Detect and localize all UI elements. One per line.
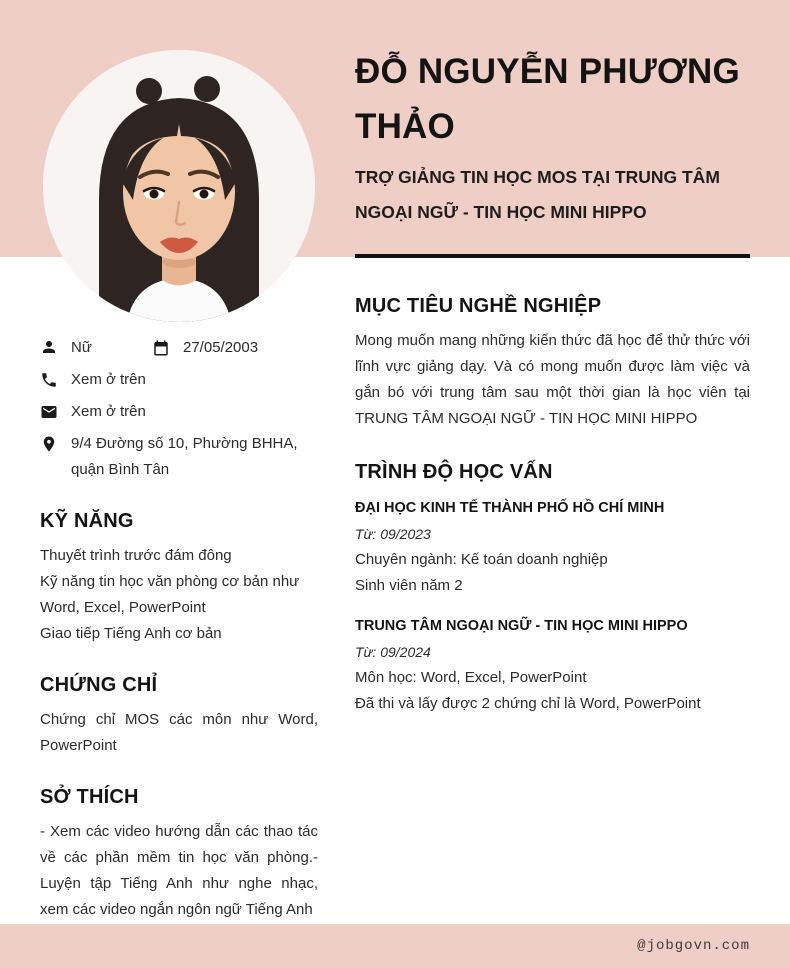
- education-detail: Sinh viên năm 2: [355, 577, 463, 594]
- right-column: [355, 0, 750, 717]
- gender-field: [40, 338, 152, 358]
- address-value: 9/4 Đường số 10, Phường BHHA, quận Bình Tân: [71, 435, 298, 478]
- location-icon: [40, 435, 58, 453]
- education-detail: Đã thi và lấy được 2 chứng chỉ là Word, PowerPoint: [355, 695, 701, 712]
- gender-value: Nữ: [71, 339, 92, 356]
- divider-rule: [355, 254, 750, 258]
- phone-value: Xem ở trên: [71, 371, 146, 388]
- education-entry: [355, 613, 750, 717]
- calendar-icon: [152, 339, 170, 357]
- education-heading: TRÌNH ĐỘ HỌC VẤN: [355, 461, 553, 483]
- education-school: TRUNG TÂM NGOẠI NGỮ - TIN HỌC MINI HIPPO: [355, 618, 688, 634]
- info-row-email: [40, 402, 318, 422]
- info-row-gender-dob: [40, 338, 318, 358]
- skill-item: Thuyết trình trước đám đông: [40, 547, 232, 564]
- education-school: ĐẠI HỌC KINH TẾ THÀNH PHỐ HỒ CHÍ MINH: [355, 500, 665, 516]
- dob-field: [152, 338, 258, 358]
- certificates-text: Chứng chỉ MOS các môn như Word, PowerPoint: [40, 711, 318, 754]
- education-entry: [355, 495, 750, 599]
- hobbies-heading: SỞ THÍCH: [40, 786, 139, 808]
- objective-text: Mong muốn mang những kiến thức đã học để thử thức với lĩnh vực giảng dạy. Và có mong muốn được làm việc và gắn bó với trung tâm sau một thời gian là học viên tại TRUNG TÂM NGOẠI NGỮ - TIN HỌC MINI HIPPO: [355, 332, 750, 427]
- profile-photo: [43, 50, 315, 322]
- job-title: TRỢ GIẢNG TIN HỌC MOS TẠI TRUNG TÂM NGOẠI NGỮ - TIN HỌC MINI HIPPO: [355, 167, 720, 222]
- phone-icon: [40, 371, 58, 389]
- footer-band: [0, 924, 790, 968]
- education-period: Từ: 09/2023: [355, 526, 431, 542]
- left-column: [40, 338, 318, 923]
- dob-value: 27/05/2003: [183, 339, 259, 356]
- portrait-illustration: [43, 50, 315, 322]
- email-icon: [40, 403, 58, 421]
- certificates-heading: CHỨNG CHỈ: [40, 674, 158, 696]
- hobbies-text: - Xem các video hướng dẫn các thao tác về các phần mềm tin học văn phòng.- Luyện tập Tiếng Anh như nghe nhạc, xem các video ngắn ngôn ngữ Tiếng Anh: [40, 823, 318, 918]
- person-name: ĐỖ NGUYỄN PHƯƠNG THẢO: [355, 52, 740, 146]
- email-value: Xem ở trên: [71, 403, 146, 420]
- education-detail: Chuyên ngành: Kế toán doanh nghiệp: [355, 551, 608, 568]
- objective-heading: MỤC TIÊU NGHỀ NGHIỆP: [355, 295, 602, 317]
- skill-item: Kỹ năng tin học văn phòng cơ bản như Word, Excel, PowerPoint: [40, 573, 300, 616]
- education-period: Từ: 09/2024: [355, 644, 431, 660]
- skills-heading: KỸ NĂNG: [40, 510, 134, 532]
- person-icon: [40, 338, 58, 356]
- watermark-text: @jobgovn.com: [637, 938, 750, 954]
- info-row-phone: [40, 370, 318, 390]
- education-detail: Môn học: Word, Excel, PowerPoint: [355, 669, 587, 686]
- info-row-address: [40, 434, 318, 483]
- skill-item: Giao tiếp Tiếng Anh cơ bản: [40, 625, 222, 642]
